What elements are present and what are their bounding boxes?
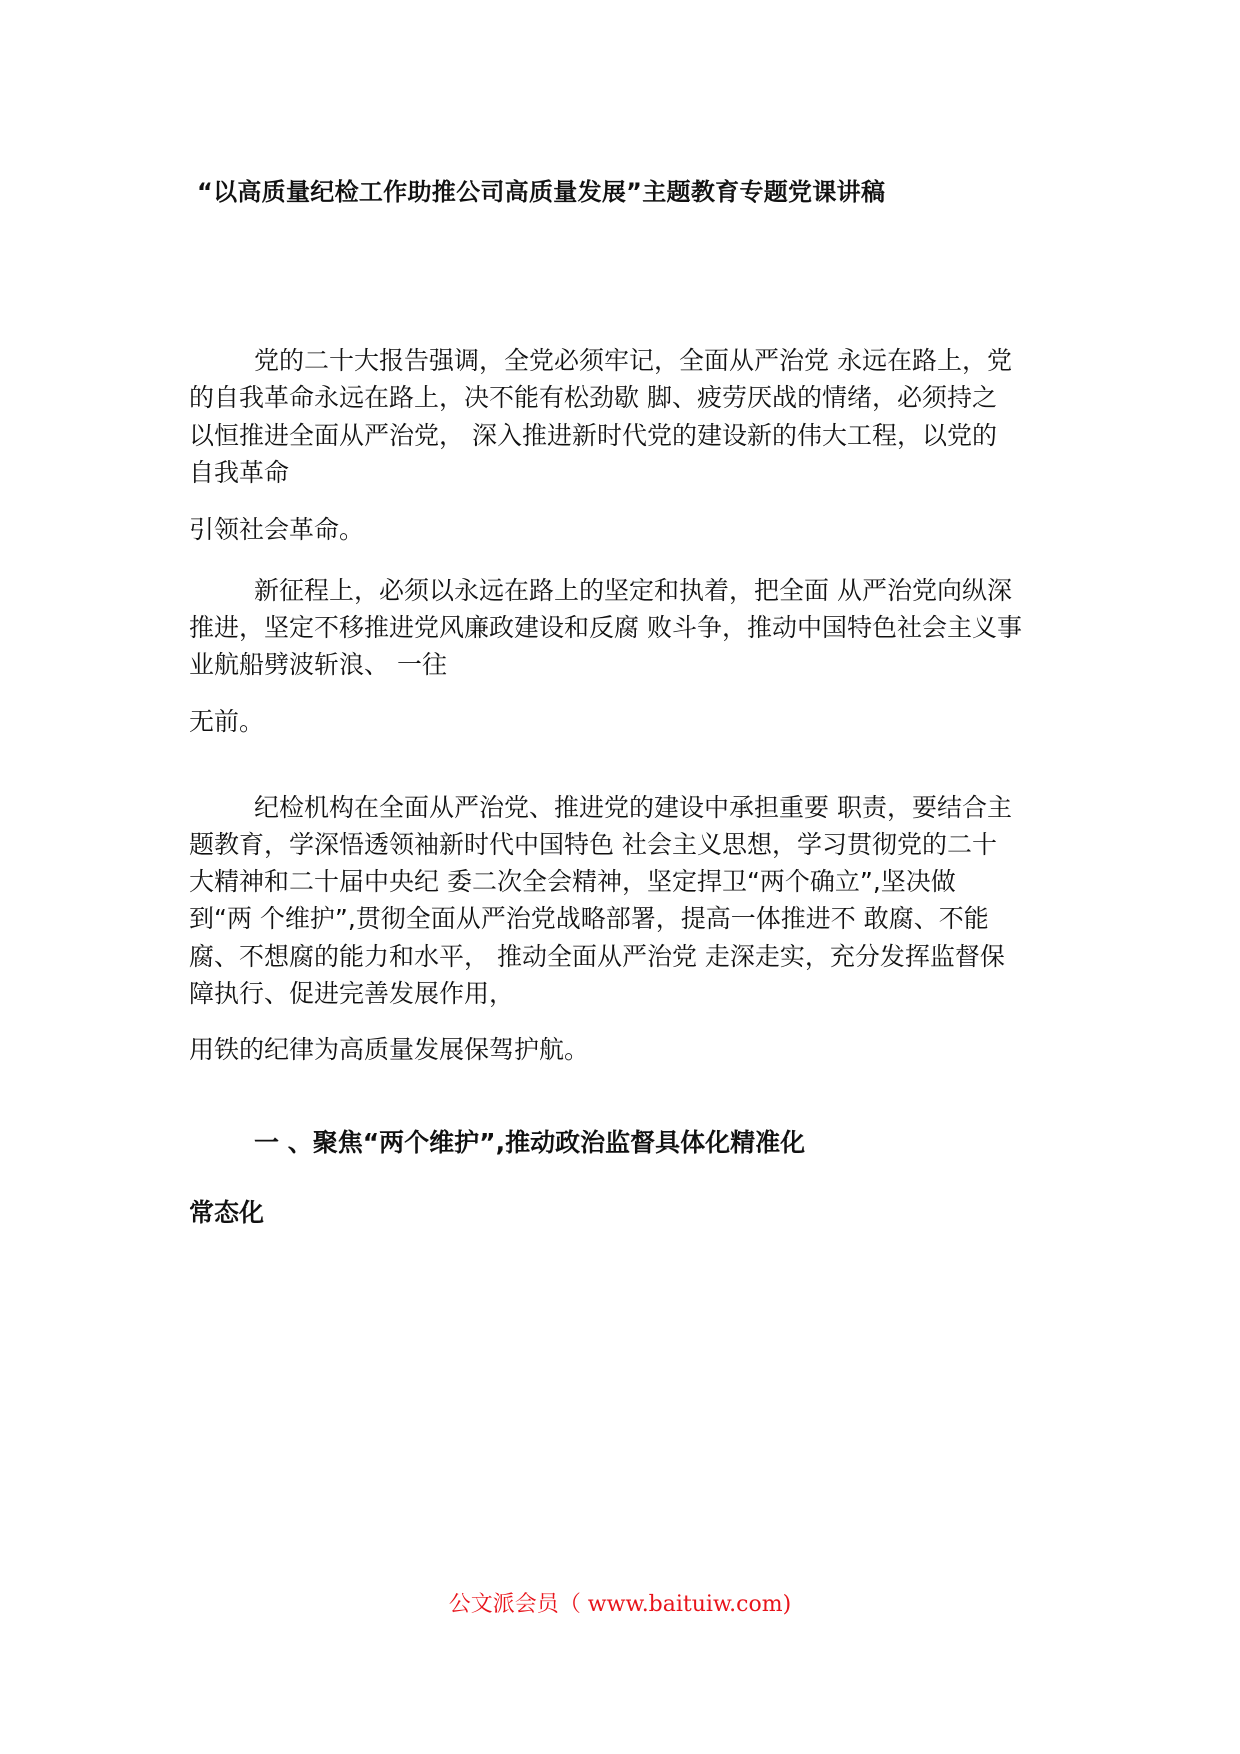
paragraph-2-line-4: 无前。 [189, 707, 265, 736]
section-heading-line-1: 一 、聚焦“两个维护”,推动政治监督具体化精准化 [254, 1128, 806, 1157]
paragraph-1-line-1: 党的二十大报告强调，全党必须牢记，全面从严治党 永远在路上，党 [254, 346, 1012, 375]
paragraph-1-line-2: 的自我革命永远在路上，决不能有松劲歇 脚、疲劳厌战的情绪，必须持之 [189, 383, 997, 412]
footer-url[interactable]: （ www.baituiw.com) [558, 1592, 792, 1617]
paragraph-2-line-3: 业航船劈波斩浪、 一往 [189, 650, 447, 679]
paragraph-2-line-2: 推进，坚定不移推进党风廉政建设和反腐 败斗争，推动中国特色社会主义事 [189, 613, 1022, 642]
section-heading-line-2: 常态化 [189, 1198, 265, 1227]
paragraph-3-line-3: 大精神和二十届中央纪 委二次全会精神，坚定捍卫“两个确立”,坚决做 [189, 867, 956, 896]
paragraph-3-line-2: 题教育，学深悟透领袖新时代中国特色 社会主义思想，学习贯彻党的二十 [189, 830, 997, 859]
paragraph-2-line-1: 新征程上，必须以永远在路上的坚定和执着，把全面 从严治党向纵深 [254, 576, 1012, 605]
document-title: “以高质量纪检工作助推公司高质量发展”主题教育专题党课讲稿 [197, 178, 886, 206]
paragraph-3-line-4: 到“两 个维护”,贯彻全面从严治党战略部署，提高一体推进不 敢腐、不能 [189, 904, 989, 933]
paragraph-3-line-6: 障执行、促进完善发展作用， [189, 979, 515, 1008]
paragraph-1-line-4: 自我革命 [189, 458, 290, 487]
paragraph-3-line-5: 腐、不想腐的能力和水平， 推动全面从严治党 走深走实，充分发挥监督保 [189, 942, 1005, 971]
paragraph-3-line-1: 纪检机构在全面从严治党、推进党的建设中承担重要 职责，要结合主 [254, 793, 1012, 822]
footer-watermark [0, 1587, 1240, 1618]
paragraph-3-line-7: 用铁的纪律为高质量发展保驾护航。 [189, 1035, 590, 1064]
paragraph-1-line-3: 以恒推进全面从严治党， 深入推进新时代党的建设新的伟大工程，以党的 [189, 421, 997, 450]
footer-brand: 公文派会员 [448, 1592, 559, 1617]
paragraph-1-line-5: 引领社会革命。 [189, 515, 365, 544]
